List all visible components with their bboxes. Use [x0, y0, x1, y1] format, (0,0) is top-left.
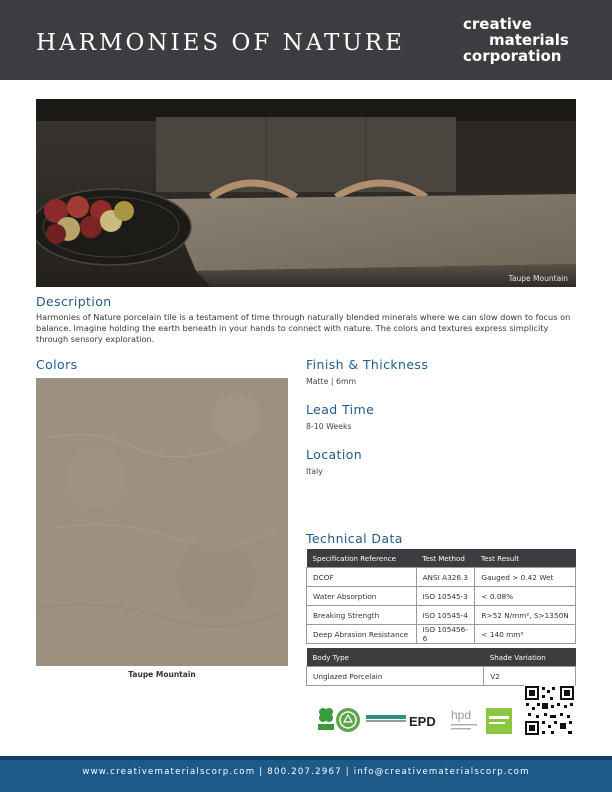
- table-cell: Breaking Strength: [307, 606, 417, 625]
- table-cell: Water Absorption: [307, 587, 417, 606]
- table-cell: V2: [484, 667, 576, 686]
- table-cell: < 140 mm³: [475, 625, 576, 644]
- colors-heading: Colors: [36, 357, 78, 372]
- description-heading: Description: [36, 294, 112, 309]
- company-logo-line3: corporation: [463, 47, 562, 65]
- swatch-label: Taupe Mountain: [128, 670, 196, 679]
- location-heading: Location: [306, 447, 363, 462]
- table-cell: Deep Abrasion Resistance: [307, 625, 417, 644]
- qr-code[interactable]: [524, 685, 575, 736]
- certification-logos-graphic: [316, 700, 516, 736]
- company-logo-line1: creative: [463, 15, 532, 33]
- hpd-logo-text: hpd: [451, 708, 472, 722]
- lead-time-value: 8-10 Weeks: [306, 422, 352, 431]
- table-row: [307, 625, 576, 644]
- qr-code-icon: [524, 685, 575, 736]
- hero-caption: Taupe Mountain: [508, 274, 568, 283]
- table-row: [307, 587, 576, 606]
- description-text: Harmonies of Nature porcelain tile is a testament of time through naturally blended minerals where we can slow down to focus on balance. Imagine holding the earth beneath in your hands to connect with nature. The colors and textures express simplicity through sensory exploration.: [36, 312, 571, 344]
- table-header-cell: Shade Variation: [484, 648, 576, 667]
- table-header-row: [307, 549, 576, 568]
- stripe-logo-icon: [366, 715, 406, 722]
- table-row: [307, 568, 576, 587]
- clover-icon: [318, 708, 334, 730]
- table-cell: ISO 105456-6: [416, 625, 475, 644]
- table-cell: ANSI A326.3: [416, 568, 475, 587]
- hpd-logo-icon: [451, 708, 477, 730]
- table-row: [307, 606, 576, 625]
- table-cell: Unglazed Porcelain: [307, 667, 484, 686]
- table-row: [307, 667, 576, 686]
- footer-contact: www.creativematerialscorp.com | 800.207.2967 | info@creativematerialscorp.com: [82, 767, 530, 777]
- table-header-cell: Test Method: [416, 549, 475, 568]
- epd-logo: EPD: [409, 714, 436, 729]
- certification-logos: [316, 700, 516, 736]
- table-cell: DCOF: [307, 568, 417, 587]
- finish-heading: Finish & Thickness: [306, 357, 429, 372]
- table-header-cell: Test Result: [475, 549, 576, 568]
- table-header-cell: Specification Reference: [307, 549, 417, 568]
- hero-image: [36, 99, 576, 287]
- table-header-cell: Body Type: [307, 648, 484, 667]
- technical-data-heading: Technical Data: [306, 531, 403, 546]
- mindful-materials-icon: [486, 708, 512, 734]
- table-cell: Gauged > 0.42 Wet: [475, 568, 576, 587]
- hero-photo: [36, 99, 576, 287]
- recycle-seal-icon: [336, 708, 360, 732]
- finish-value: Matte | 6mm: [306, 377, 357, 386]
- table-cell: ISO 10545-3: [416, 587, 475, 606]
- technical-data-table: [306, 549, 576, 644]
- collection-title: HARMONIES OF NATURE: [36, 30, 405, 56]
- table-cell: ISO 10545-4: [416, 606, 475, 625]
- company-logo-line2: materials: [489, 31, 569, 49]
- lead-time-heading: Lead Time: [306, 402, 375, 417]
- company-logo: [463, 16, 569, 64]
- footer-stripe: [0, 756, 612, 760]
- header-bar: [0, 0, 612, 80]
- table-header-row: [307, 648, 576, 667]
- table-cell: < 0.08%: [475, 587, 576, 606]
- table-cell: R>52 N/mm², S>1350N: [475, 606, 576, 625]
- body-type-table: [306, 648, 576, 686]
- swatch-texture: [36, 378, 288, 666]
- location-value: Italy: [306, 467, 323, 476]
- color-swatch: [36, 378, 288, 666]
